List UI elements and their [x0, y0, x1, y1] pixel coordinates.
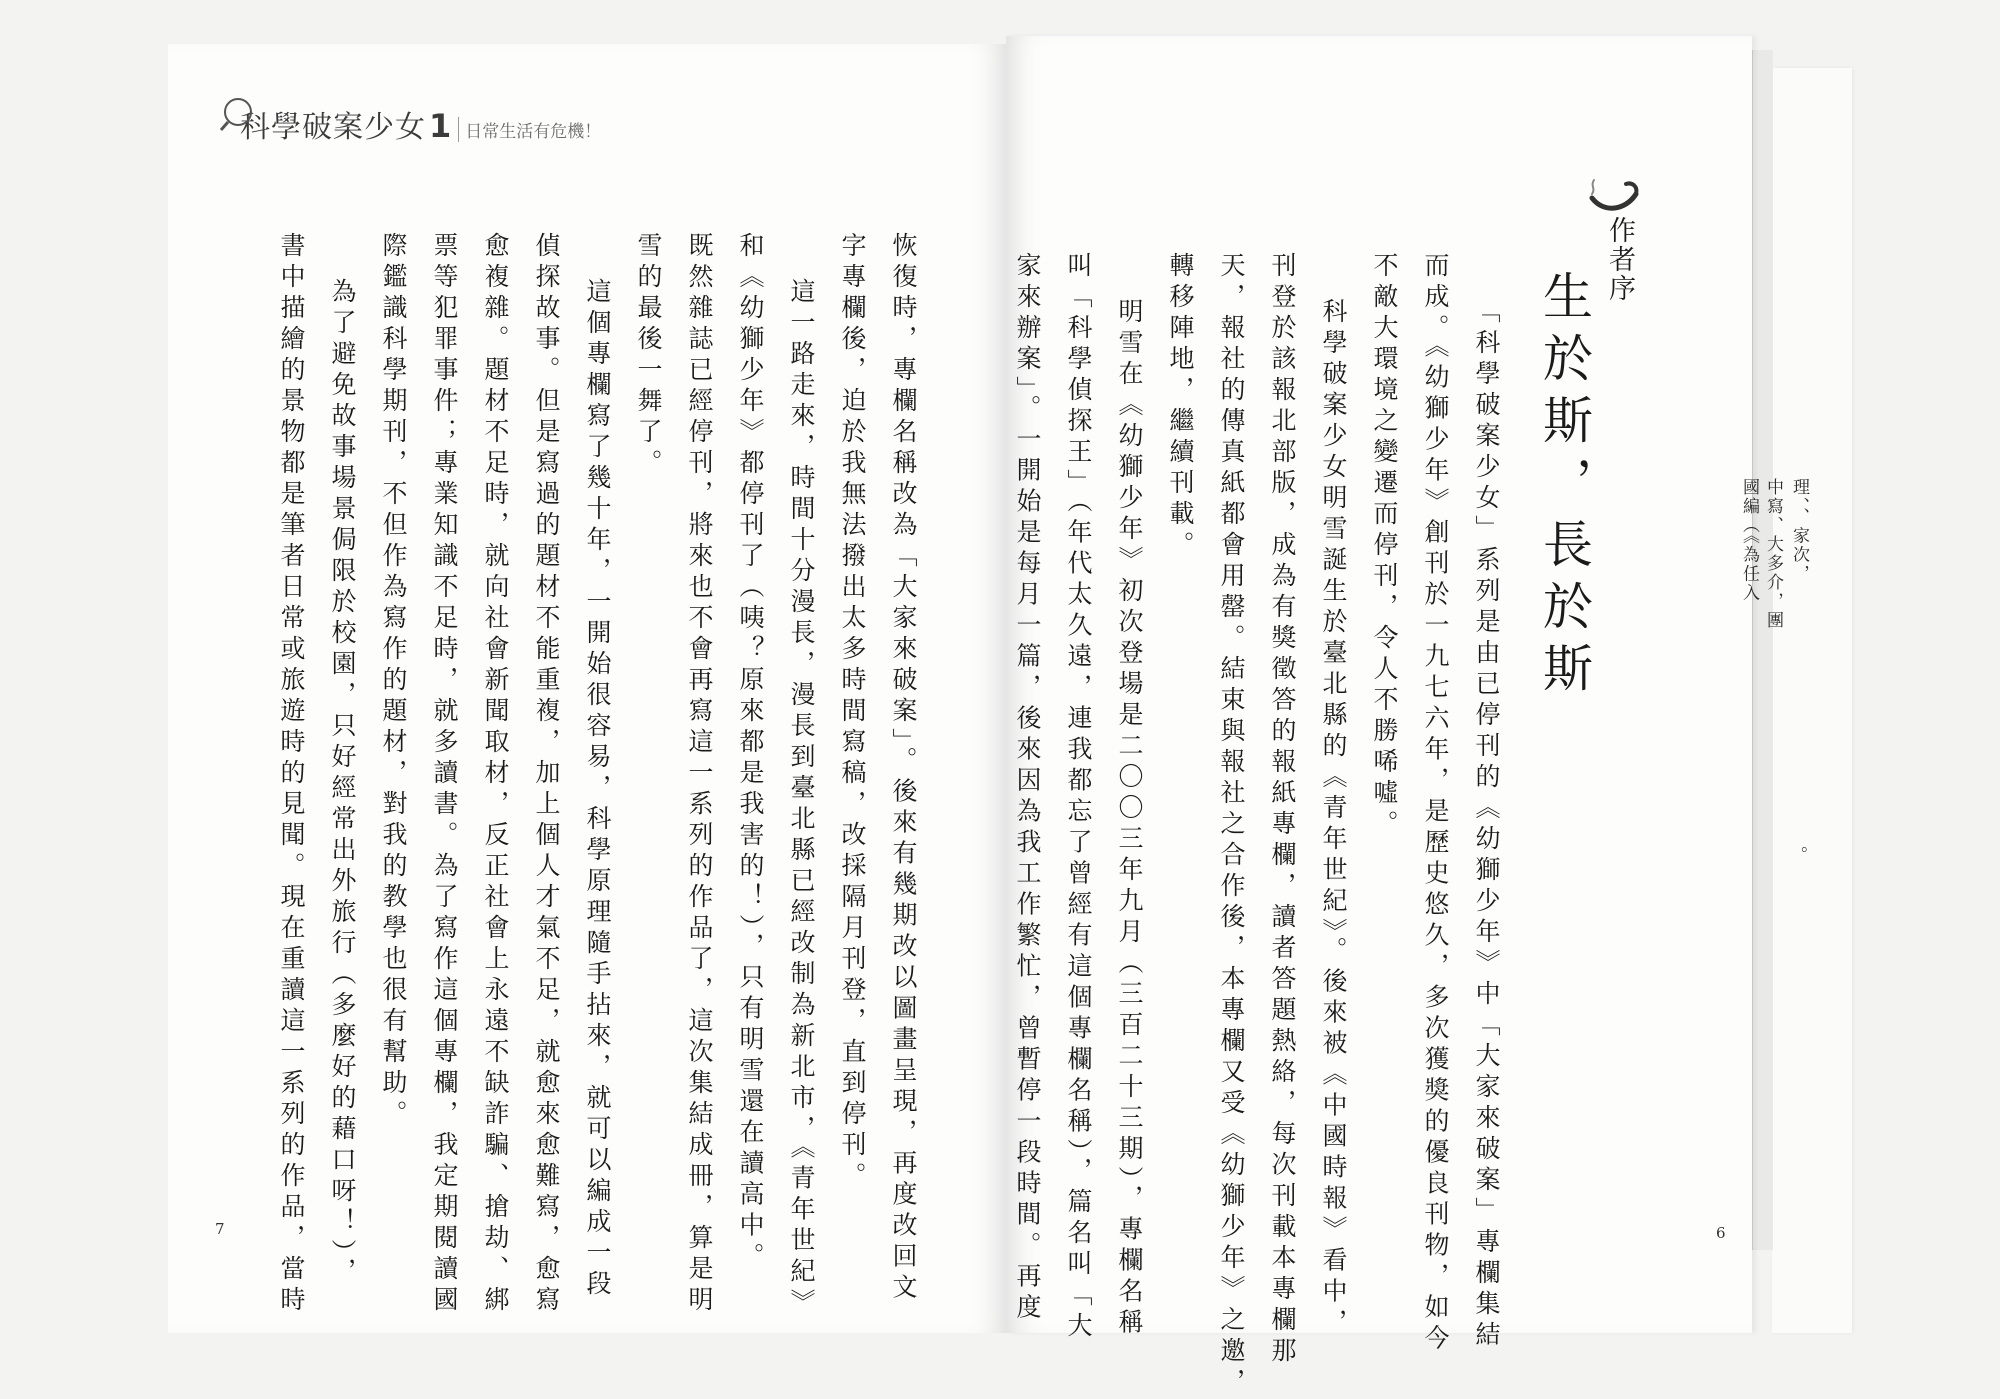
text-column: 雪的最後一舞了。	[634, 232, 663, 480]
book-subtitle: 日常生活有危機！	[458, 117, 601, 142]
text-column: 這個專欄寫了幾十年，一開始很容易，科學原理隨手拈來，就可以編成一段	[583, 278, 612, 1301]
text-column: 恢復時，專欄名稱改為「大家來破案」。後來有幾期改以圖畫呈現，再度改回文	[889, 232, 918, 1305]
text-column: 科學破案少女明雪誕生於臺北縣的《青年世紀》。後來被《中國時報》看中，	[1319, 298, 1348, 1340]
text-column: 偵探故事。但是寫過的題材不能重複，加上個人才氣不足，就愈來愈難寫，愈寫	[532, 232, 561, 1317]
series-logo	[234, 102, 452, 146]
magnifier-icon	[220, 96, 258, 134]
text-column: 明雪在《幼獅少年》初次登場是二〇〇三年九月（三百二十三期），專欄名稱	[1115, 298, 1144, 1340]
section-label: 作者序	[1604, 216, 1635, 303]
underlying-text-column: 理、、家次，	[1789, 478, 1809, 584]
text-column: 票等犯罪事件；專業知識不足時，就多讀書。為了寫作這個專欄，我定期閱讀國	[430, 232, 459, 1317]
text-column: 而成。《幼獅少年》創刊於一九七六年，是歷史悠久，多次獲獎的優良刊物，如今	[1421, 252, 1450, 1356]
text-column: 不敵大環境之變遷而停刊，令人不勝唏噓。	[1370, 252, 1399, 841]
text-column: 為了避免故事場景侷限於校園，只好經常出外旅行（多麼好的藉口呀！），	[328, 278, 357, 1289]
volume-number: 1	[429, 107, 453, 145]
text-column: 叫「科學偵探王」（年代太久遠，連我都忘了曾經有這個專欄名稱），篇名叫「大	[1064, 252, 1093, 1343]
text-column: 轉移陣地，繼續刊載。	[1166, 252, 1195, 562]
text-column: 愈複雜。題材不足時，就向社會新聞取材，反正社會上永遠不缺詐騙、搶劫、綁	[481, 232, 510, 1317]
series-logo-text: 科學破案少女	[240, 110, 426, 145]
underlying-page	[1772, 68, 1852, 1333]
underlying-text-column: 國編（《為任入	[1739, 478, 1759, 603]
underlying-text-column: 中寫、大多介，團	[1763, 478, 1783, 630]
page-number: 6	[1716, 1224, 1726, 1242]
text-column: 這一路走來，時間十分漫長，漫長到臺北縣已經改制為新北市，《青年世紀》	[787, 278, 816, 1320]
book-header	[234, 102, 601, 146]
text-column: 天，報社的傳真紙都會用罄。結束與報社之合作後，本專欄又受《幼獅少年》之邀，	[1217, 252, 1246, 1399]
text-column: 既然雜誌已經停刊，將來也不會再寫這一系列的作品了，這次集結成冊，算是明	[685, 232, 714, 1317]
text-column: 和《幼獅少年》都停刊了（咦？原來都是我害的！），只有明雪還在讀高中。	[736, 232, 765, 1274]
text-column: 字專欄後，迫於我無法撥出太多時間寫稿，改採隔月刊登，直到停刊。	[838, 232, 867, 1193]
text-column: 書中描繪的景物都是筆者日常或旅遊時的見聞。現在重讀這一系列的作品，當時	[277, 232, 306, 1317]
text-column: 家來辦案」。一開始是每月一篇，後來因為我工作繁忙，曾暫停一段時間。再度	[1013, 252, 1042, 1325]
text-column: 「科學破案少女」系列是由已停刊的《幼獅少年》中「大家來破案」專欄集結	[1472, 298, 1501, 1352]
text-column: 刊登於該報北部版，成為有獎徵答的報紙專欄，讀者答題熱絡，每次刊載本專欄那	[1268, 252, 1297, 1368]
page-title: 生於斯，長於斯	[1535, 270, 1593, 704]
text-column: 際鑑識科學期刊，不但作為寫作的題材，對我的教學也很有幫助。	[379, 232, 408, 1131]
underlying-text-column: 。	[1787, 846, 1807, 865]
page-edge	[1752, 50, 1773, 1250]
pipe-icon	[1586, 170, 1642, 218]
page-number: 7	[215, 1220, 225, 1238]
